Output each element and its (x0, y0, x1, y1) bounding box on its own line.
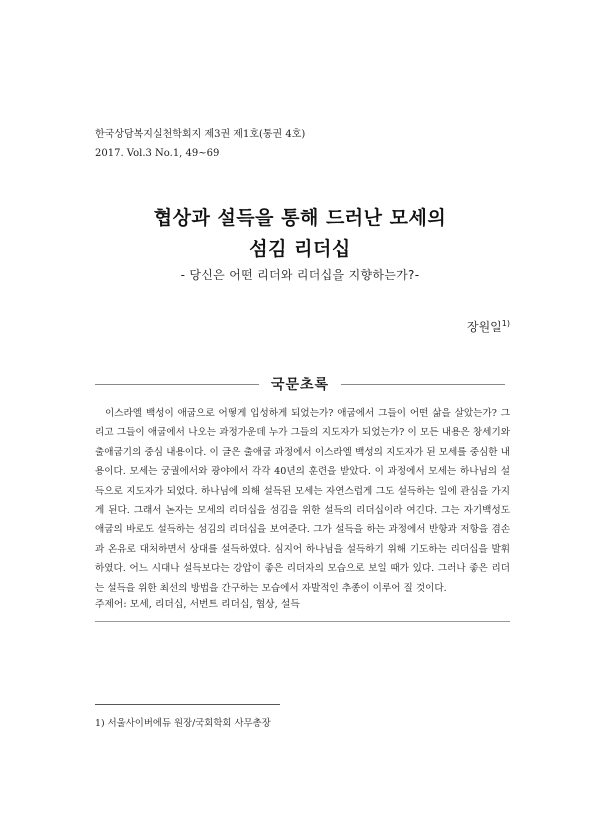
keywords: 주제어: 모세, 리더십, 서번트 리더십, 협상, 설득 (95, 599, 300, 610)
author (467, 318, 510, 335)
abstract-heading-rule-left (95, 384, 259, 385)
abstract-body: 이스라엘 백성이 애굽으로 어떻게 입성하게 되었는가? 애굽에서 그들이 어떤 삶을 살았는가? 그리고 그들이 애굽에서 나오는 과정가운데 누가 그들의 지도자가 되었는가? 이 모든 내용은 창세기와 출애굽기의 중심 내용이다. 이 글은 출애굽 과정에서 이스라엘 백성의 지도자가 된 모세를 중심한 내용이다. 모세는 궁궐에서와 광야에서 각각 40년의 훈련을 받았다. 이 과정에서 모세는 하나님의 설득으로 지도자가 되었다. 하나님에 의해 설득된 모세는 자연스럽게 그도 설득하는 일에 관심을 가지게 된다. 그래서 논자는 모세의 리더십을 섬김을 위한 설득의 리더십이라 여긴다. 그는 자기백성도 애굽의 바로도 설득하는 섬김의 리더십을 보여준다. 그가 설득을 하는 과정에서 반항과 저항을 겸손과 온유로 대처하면서 상대를 설득하였다. 심지어 하나님을 설득하기 위해 기도하는 리더십을 발휘하였다. 어느 시대나 설득보다는 강압이 좋은 리더자의 모습으로 보일 때가 있다. 그러나 좋은 리더는 설득을 위한 최선의 방법을 간구하는 모습에서 자발적인 추종이 이루어 질 것이다. (95, 408, 510, 594)
author-footnote-mark: 1) (501, 319, 510, 328)
journal-name: 한국상담복지실천학회지 제3권 제1호(통권 4호) (95, 129, 306, 140)
author-name: 장원일 (467, 320, 502, 334)
footnote: 1) 서울사이버에듀 원장/국회학회 사무총장 (95, 718, 271, 729)
paper-subtitle: - 당신은 어떤 리더와 리더십을 지향하는가?- (180, 268, 420, 282)
footnote-divider (95, 704, 280, 705)
journal-volume-info: 2017. Vol.3 No.1, 49~69 (95, 148, 220, 159)
journal-header (95, 125, 305, 163)
abstract-heading-rule-right (341, 384, 505, 385)
abstract-heading-label: 국문초록 (270, 377, 330, 393)
paper-title-line-2: 섬김 리더십 (249, 238, 351, 260)
keywords-divider (95, 621, 510, 622)
paper-title-line-1: 협상과 설득을 통해 드러난 모세의 (153, 207, 447, 229)
abstract-heading (95, 374, 505, 394)
